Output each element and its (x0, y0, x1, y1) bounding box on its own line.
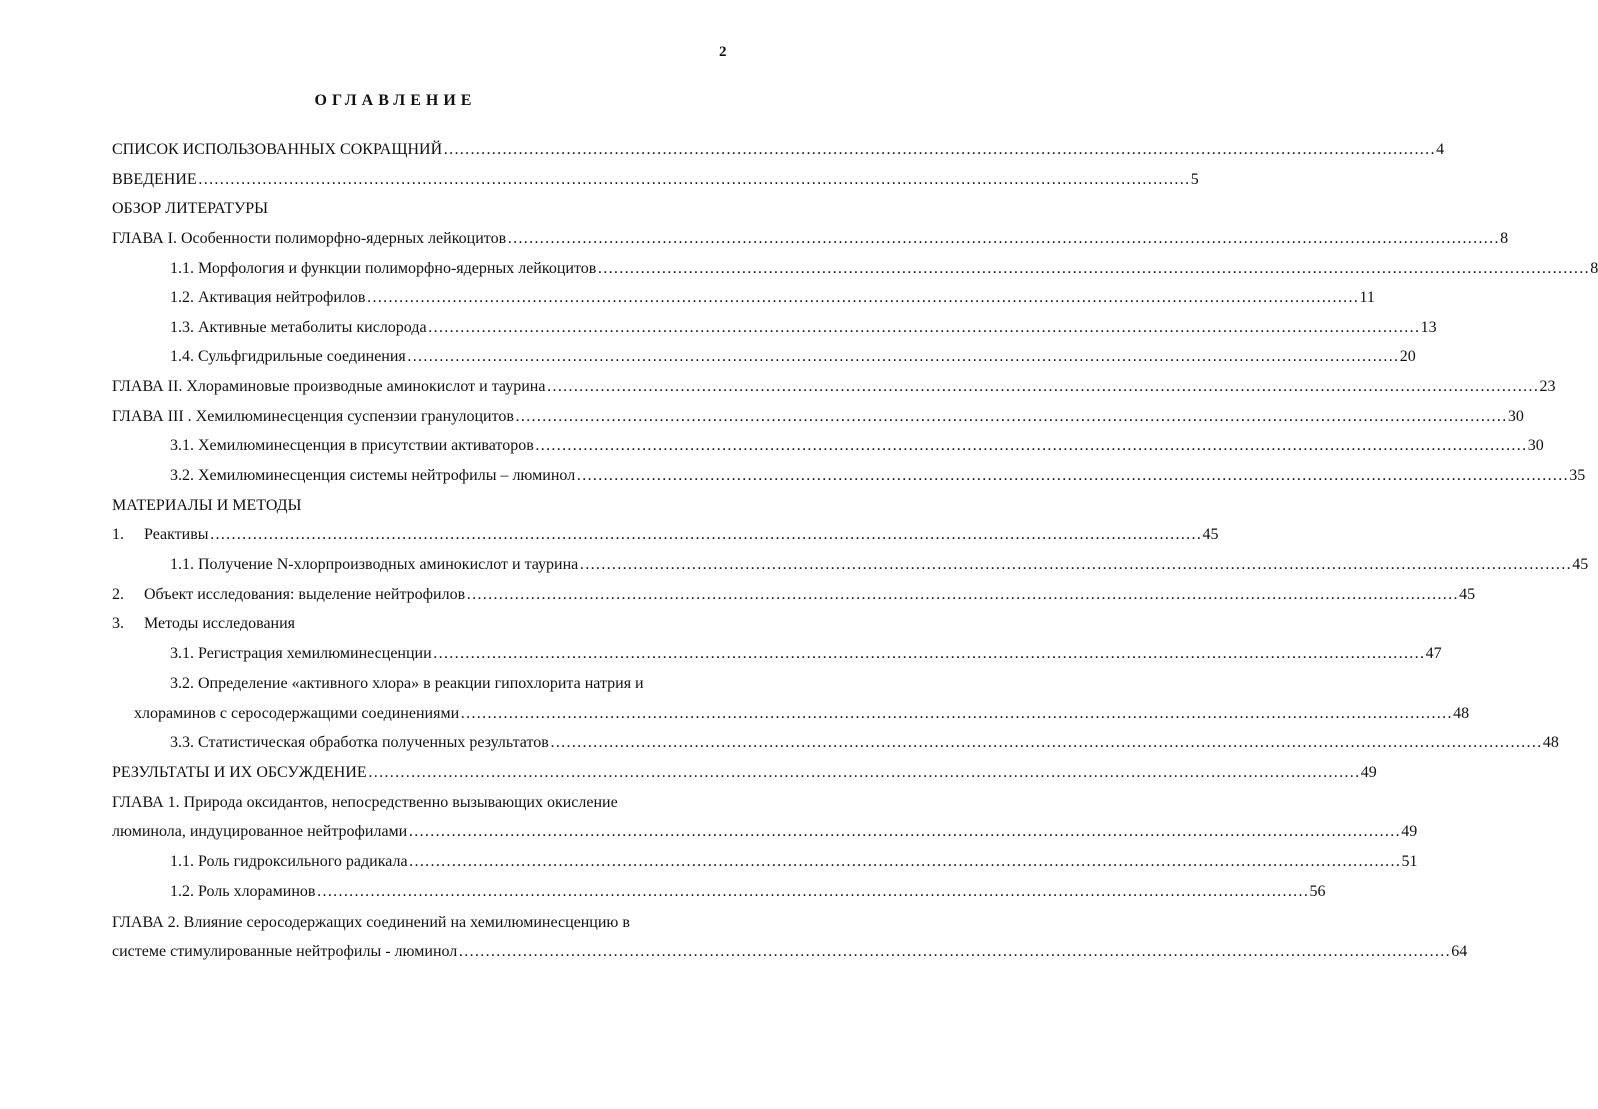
toc-label (112, 524, 209, 546)
toc-page: 64 (1451, 943, 1468, 960)
dot-leader: …………………………………………………………………………………………………………………………………………………………………… (432, 645, 1425, 662)
toc-entry-m3 (112, 613, 295, 635)
toc-page: 11 (1359, 289, 1375, 306)
page-number: 2 (719, 44, 727, 60)
toc-entry-r1-2 (170, 881, 1326, 903)
toc-entry-1-1 (170, 258, 1598, 280)
dot-leader: …………………………………………………………………………………………………………………………………………………………………… (576, 467, 1569, 484)
toc-page: 20 (1399, 348, 1416, 365)
toc-label: РЕЗУЛЬТАТЫ И ИХ ОБСУЖДЕНИЕ (112, 764, 367, 781)
dot-leader: …………………………………………………………………………………………………………………………………………………………………… (408, 853, 1401, 870)
dot-leader: …………………………………………………………………………………………………………………………………………………………………… (597, 260, 1590, 277)
toc-entry-m3-2-line2 (134, 703, 1470, 725)
dot-leader: …………………………………………………………………………………………………………………………………………………………………… (460, 705, 1453, 722)
toc-entry-1-4 (170, 346, 1416, 368)
toc-label: 3.1. Хемилюминесценция в присутствии активаторов (170, 437, 534, 454)
dot-leader: …………………………………………………………………………………………………………………………………………………………………… (579, 556, 1572, 573)
toc-entry-1-2 (170, 287, 1375, 309)
toc-entry-abbreviations (112, 139, 1445, 161)
toc-entry-3-1 (170, 435, 1544, 457)
dot-leader: …………………………………………………………………………………………………………………………………………………………………… (546, 378, 1539, 395)
toc-page: 8 (1590, 260, 1598, 277)
toc-section-lit-review: ОБЗОР ЛИТЕРАТУРЫ (112, 200, 269, 217)
dot-leader: …………………………………………………………………………………………………………………………………………………………………… (507, 230, 1500, 247)
toc-label: СПИСОК ИСПОЛЬЗОВАННЫХ СОКРАЩНИЙ (112, 141, 443, 158)
toc-page: 5 (1190, 171, 1199, 188)
toc-number: 1. (112, 526, 124, 543)
toc-page: 48 (1453, 705, 1470, 722)
toc-page: 45 (1202, 526, 1219, 543)
toc-label: 1.1. Роль гидроксильного радикала (170, 853, 408, 870)
toc-entry-results (112, 762, 1377, 784)
toc-page: 13 (1420, 319, 1437, 336)
dot-leader: …………………………………………………………………………………………………………………………………………………………………… (443, 141, 1436, 158)
toc-label: 1.2. Активация нейтрофилов (170, 289, 366, 306)
toc-entry-m3-3 (170, 732, 1559, 754)
dot-leader: …………………………………………………………………………………………………………………………………………………………………… (466, 586, 1459, 603)
toc-label: 1.3. Активные метаболиты кислорода (170, 319, 427, 336)
toc-label: 3.1. Регистрация хемилюминесценции (170, 645, 432, 662)
toc-page: 23 (1539, 378, 1556, 395)
toc-label: люминола, индуцированное нейтрофилами (112, 823, 408, 840)
toc-page: 35 (1569, 467, 1586, 484)
toc-page: 47 (1425, 645, 1442, 662)
toc-entry-chapter-2 (112, 376, 1556, 398)
toc-section-methods: МАТЕРИАЛЫ И МЕТОДЫ (112, 497, 302, 514)
toc-number: 2. (112, 586, 124, 603)
toc-page: 48 (1542, 734, 1559, 751)
dot-leader: …………………………………………………………………………………………………………………………………………………………………… (549, 734, 1542, 751)
toc-label: ГЛАВА III . Хемилюминесценция суспензии гранулоцитов (112, 408, 514, 425)
toc-entry-r2-line2 (112, 941, 1468, 963)
toc-label: системе стимулированные нейтрофилы - люминол (112, 943, 458, 960)
toc-label: 1.2. Роль хлораминов (170, 883, 316, 900)
dot-leader: …………………………………………………………………………………………………………………………………………………………………… (427, 319, 1420, 336)
toc-page: 49 (1401, 823, 1418, 840)
dot-leader: …………………………………………………………………………………………………………………………………………………………………… (458, 943, 1451, 960)
toc-entry-chapter-3 (112, 406, 1524, 428)
toc-label-text: Реактивы (144, 526, 209, 543)
toc-entry-m1-1 (170, 554, 1589, 576)
toc-label: 3.2. Хемилюминесценция системы нейтрофилы – люминол (170, 467, 576, 484)
toc-label: 1.1. Морфология и функции полиморфно-ядерных лейкоцитов (170, 260, 597, 277)
toc-entry-r1-line2 (112, 821, 1418, 843)
toc-page: 30 (1527, 437, 1544, 454)
toc-entry-r2-line1: ГЛАВА 2. Влияние серосодержащих соединений на хемилюминесценцию в (112, 914, 630, 931)
dot-leader: …………………………………………………………………………………………………………………………………………………………………… (408, 823, 1401, 840)
toc-page: 8 (1500, 230, 1509, 247)
toc-entry-m2 (112, 584, 1476, 606)
dot-leader: …………………………………………………………………………………………………………………………………………………………………… (316, 883, 1309, 900)
toc-entry-m3-2-line1: 3.2. Определение «активного хлора» в реакции гипохлорита натрия и (170, 675, 644, 692)
toc-entry-r1-line1: ГЛАВА 1. Природа оксидантов, непосредственно вызывающих окисление (112, 794, 618, 811)
dot-leader: …………………………………………………………………………………………………………………………………………………………………… (406, 348, 1399, 365)
dot-leader: …………………………………………………………………………………………………………………………………………………………………… (367, 764, 1360, 781)
toc-entry-r1-1 (170, 851, 1418, 873)
toc-entry-1-3 (170, 317, 1437, 339)
toc-label: хлораминов с серосодержащими соединениями (134, 705, 460, 722)
dot-leader: …………………………………………………………………………………………………………………………………………………………………… (534, 437, 1527, 454)
toc-number: 3. (112, 615, 124, 632)
dot-leader: …………………………………………………………………………………………………………………………………………………………………… (366, 289, 1359, 306)
toc-page: 45 (1572, 556, 1589, 573)
toc-page: 30 (1507, 408, 1524, 425)
toc-entry-chapter-1 (112, 228, 1509, 250)
toc-label: 1.1. Получение N-хлорпроизводных аминокислот и таурина (170, 556, 579, 573)
toc-label-text: Методы исследования (144, 615, 296, 632)
toc-label: ВВЕДЕНИЕ (112, 171, 197, 188)
page-title: ОГЛАВЛЕНИЕ (314, 92, 477, 109)
toc-page: 49 (1360, 764, 1377, 781)
toc-label: ГЛАВА II. Хлораминовые производные аминокислот и таурина (112, 378, 546, 395)
toc-label: 3.3. Статистическая обработка полученных результатов (170, 734, 549, 751)
toc-page: 4 (1436, 141, 1445, 158)
toc-page: 45 (1459, 586, 1476, 603)
toc-entry-m1 (112, 524, 1219, 546)
dot-leader: …………………………………………………………………………………………………………………………………………………………………… (197, 171, 1190, 188)
toc-entry-m3-1 (170, 643, 1442, 665)
toc-entry-3-2 (170, 465, 1586, 487)
toc-label: ГЛАВА I. Особенности полиморфно-ядерных лейкоцитов (112, 230, 507, 247)
dot-leader: …………………………………………………………………………………………………………………………………………………………………… (209, 526, 1202, 543)
toc-label-text: Объект исследования: выделение нейтрофилов (144, 586, 466, 603)
toc-page: 51 (1401, 853, 1418, 870)
toc-entry-introduction (112, 169, 1199, 191)
toc-label (112, 584, 465, 606)
toc-page: 56 (1309, 883, 1326, 900)
dot-leader: …………………………………………………………………………………………………………………………………………………………………… (514, 408, 1507, 425)
toc-label: 1.4. Сульфгидрильные соединения (170, 348, 406, 365)
